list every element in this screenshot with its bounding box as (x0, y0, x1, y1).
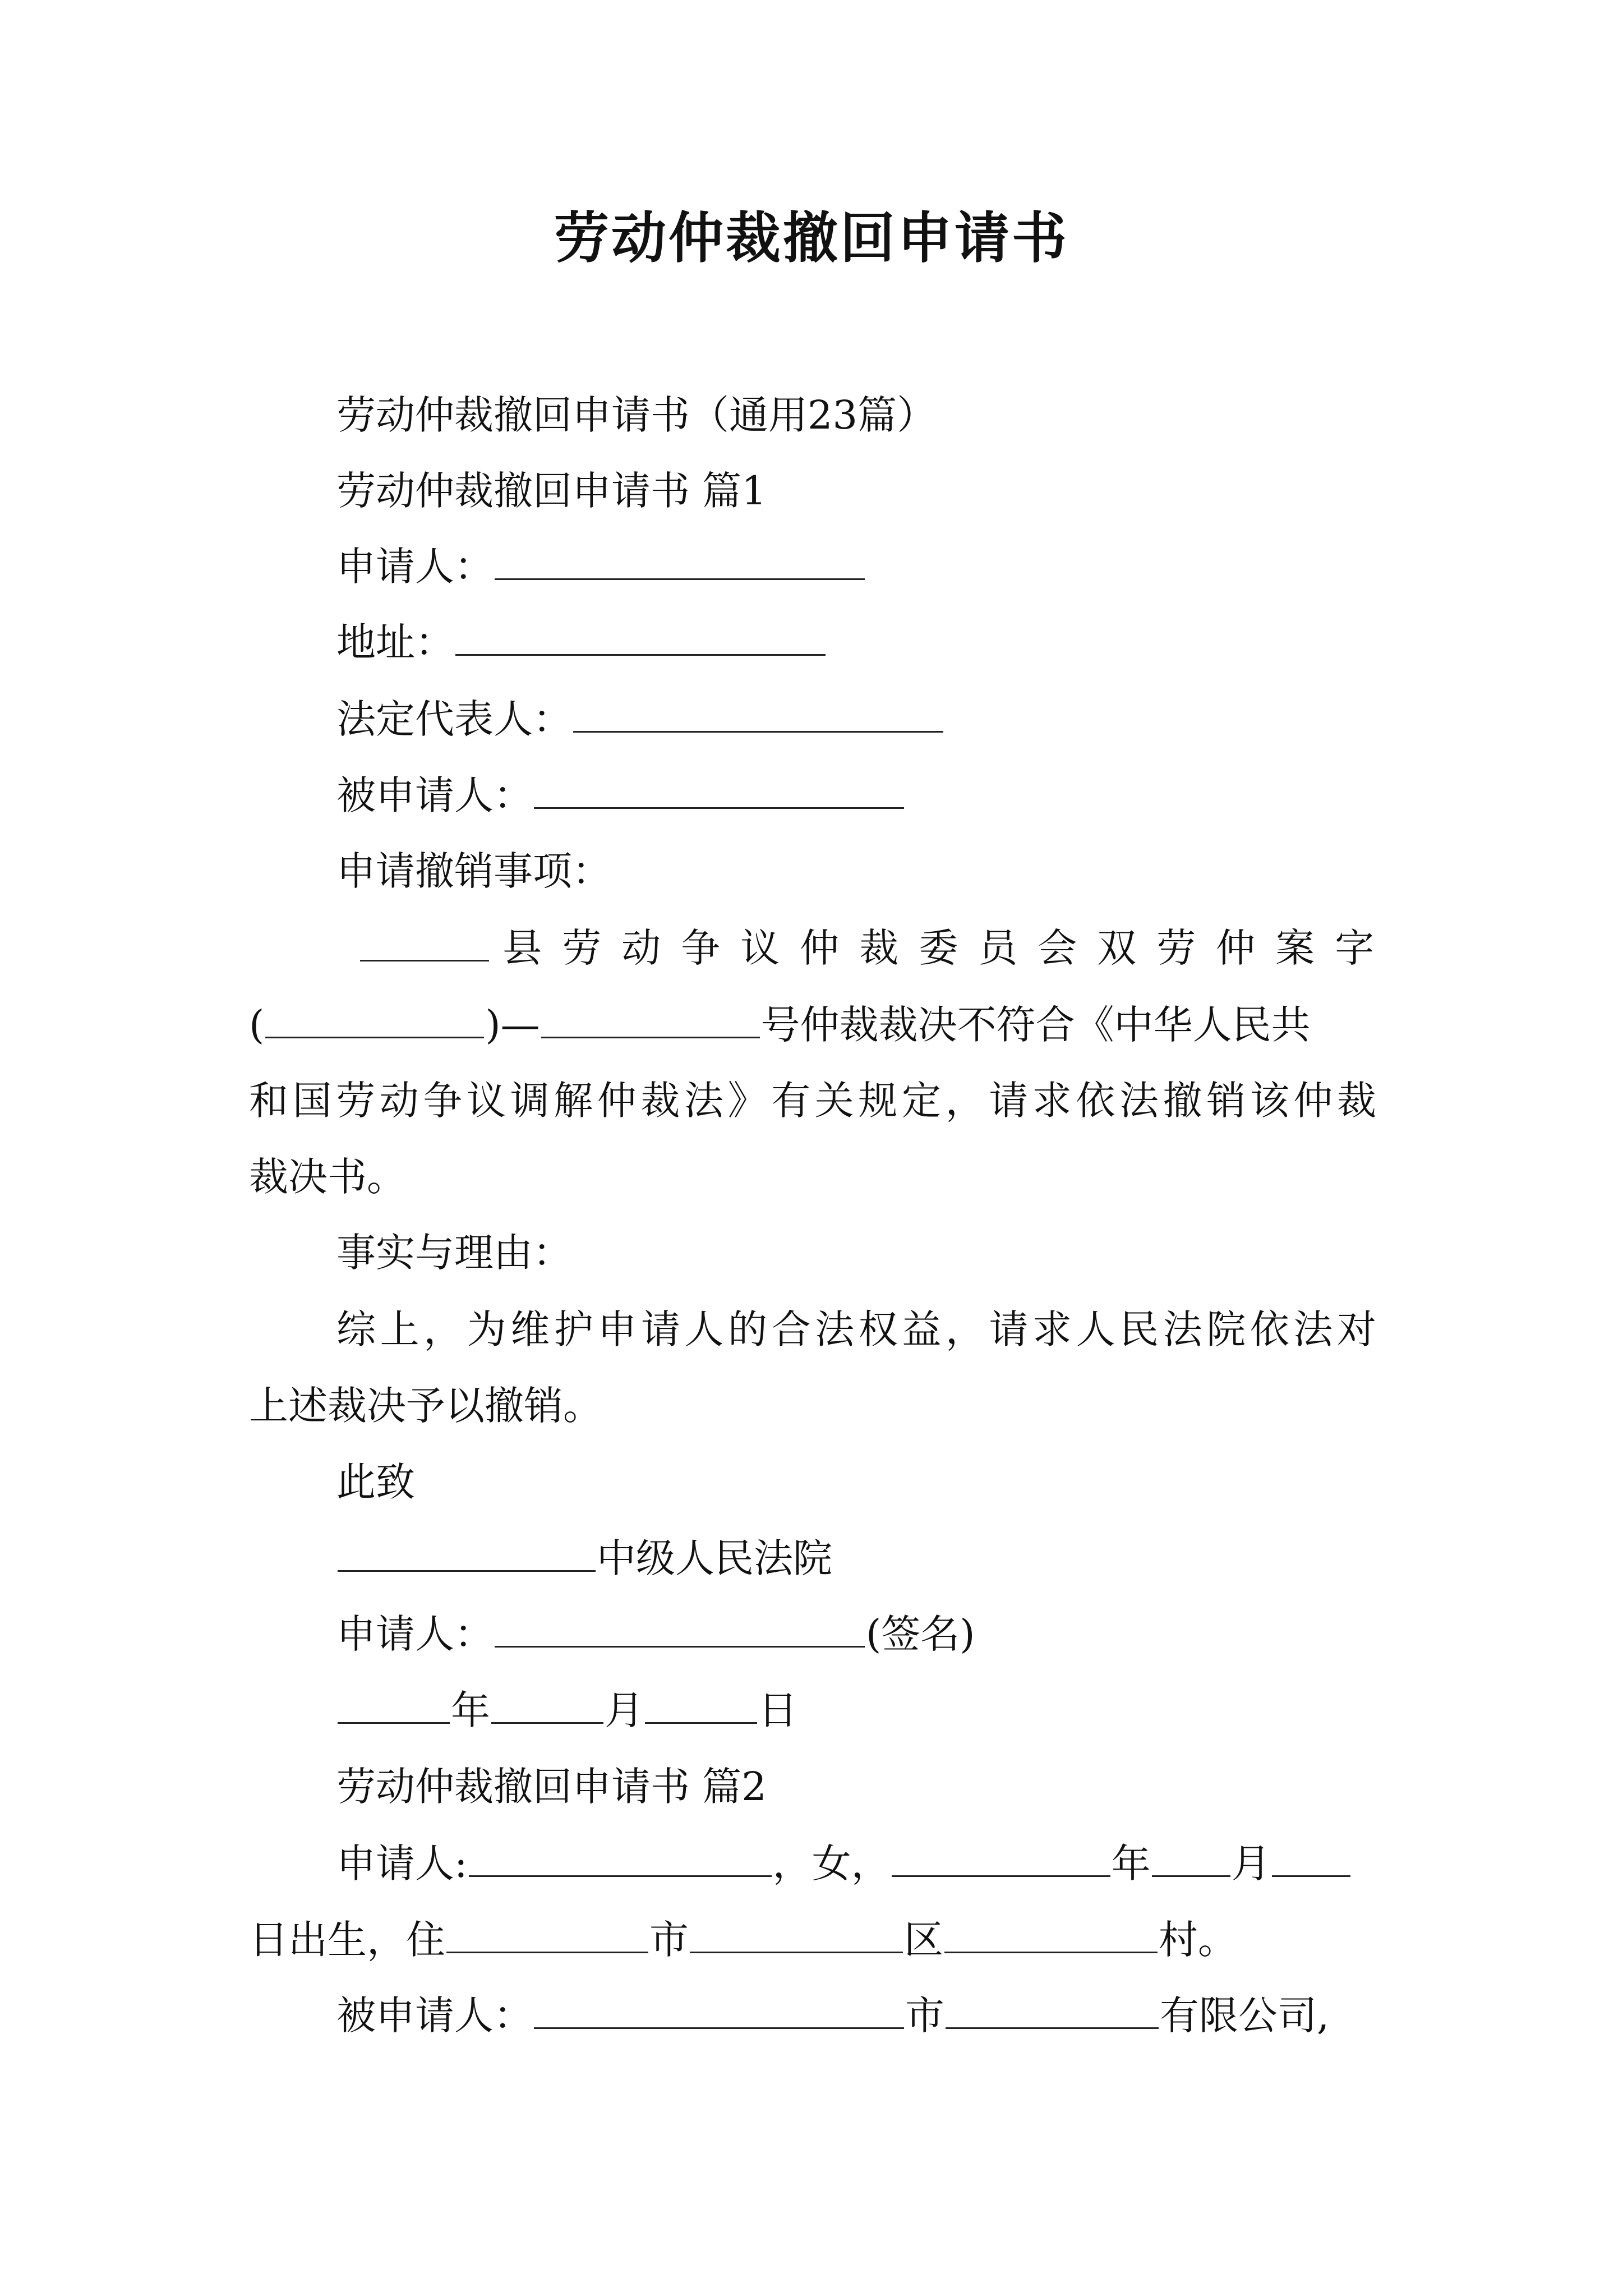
case-year-blank (265, 1000, 484, 1038)
county-blank (360, 923, 489, 961)
signature-line (336, 1606, 975, 1662)
summary-line-1: 综上，为维护申请人的合法权益，请求人民法院依法对 (336, 1306, 1376, 1352)
address-field (336, 614, 827, 670)
date-line (336, 1682, 797, 1738)
art2-company-label: 有限公司, (1160, 1993, 1330, 2039)
legal-rep-blank (573, 694, 943, 733)
day-blank (645, 1685, 757, 1724)
facts-label: 事实与理由： (336, 1230, 572, 1276)
month-blank (491, 1685, 603, 1724)
month-label: 月 (605, 1687, 644, 1733)
applicant-field (336, 539, 866, 595)
matters-label: 申请撤销事项： (336, 848, 611, 894)
applicant-label: 申请人： (336, 544, 494, 590)
court-suffix: 中级人民法院 (597, 1535, 832, 1581)
art2-birth-day-label: 日出生，住 (249, 1917, 445, 1963)
art2-applicant-line (336, 1835, 1352, 1892)
art2-company-blank (946, 1990, 1159, 2029)
applicant-blank (495, 541, 865, 580)
art2-birth-month-blank (1152, 1838, 1230, 1877)
document-title: 劳动仲裁撤回申请书 (554, 206, 1069, 270)
year-label: 年 (451, 1687, 490, 1733)
case-number-blank (541, 1000, 760, 1038)
address-blank (455, 617, 826, 656)
art2-year-label: 年 (1111, 1841, 1151, 1887)
legal-rep-label: 法定代表人： (336, 696, 572, 742)
art2-district-label: 区 (904, 1917, 943, 1963)
art2-gender: ，女， (772, 1841, 891, 1887)
year-blank (338, 1685, 450, 1724)
art2-village-blank (944, 1915, 1158, 1953)
address-label: 地址： (336, 619, 454, 665)
summary-line-2: 上述裁决予以撤销。 (249, 1383, 602, 1429)
matters-line-3: 和国劳动争议调解仲裁法》有关规定，请求依法撤销该仲裁 (249, 1078, 1376, 1124)
signature-label: 申请人： (336, 1611, 494, 1657)
paren-open: ( (249, 1002, 265, 1048)
art2-birth-day-blank (1272, 1838, 1350, 1877)
art2-village-label: 村。 (1159, 1917, 1237, 1963)
art2-city-label: 市 (649, 1917, 689, 1963)
article-1-heading: 劳动仲裁撤回申请书 篇1 (336, 468, 767, 514)
court-blank (338, 1533, 596, 1572)
art2-month-label: 月 (1231, 1841, 1271, 1887)
legal-rep-field (336, 691, 944, 747)
intro-line: 劳动仲裁撤回申请书（通用23篇） (336, 392, 937, 438)
signature-blank (495, 1609, 865, 1648)
art2-district-blank (690, 1915, 903, 1953)
matters-line-4: 裁决书。 (249, 1154, 406, 1200)
day-label: 日 (758, 1687, 797, 1733)
art2-birth-year-blank (892, 1838, 1110, 1877)
art2-respondent-blank (534, 1990, 904, 2029)
matters-line-1-text: 县劳动争议仲裁委员会双劳仲案字 (502, 925, 1395, 971)
salutation: 此致 (336, 1459, 415, 1505)
article-2-heading: 劳动仲裁撤回申请书 篇2 (336, 1764, 767, 1810)
art2-applicant-label: 申请人: (336, 1841, 468, 1887)
respondent-label: 被申请人： (336, 772, 533, 818)
art2-applicant-blank (469, 1838, 772, 1877)
matters-line-1 (359, 920, 1395, 976)
art2-city-blank (446, 1915, 648, 1953)
art2-respondent-line (336, 1987, 1329, 2044)
signature-suffix: (签名) (866, 1611, 975, 1657)
court-line (336, 1530, 832, 1586)
art2-respondent-label: 被申请人： (336, 1993, 533, 2039)
matters-line-2 (249, 997, 1311, 1053)
matters-line-2-tail: 号仲裁裁决不符合《中华人民共 (760, 1002, 1311, 1048)
art2-city2-label: 市 (905, 1993, 944, 2039)
respondent-blank (534, 770, 904, 809)
respondent-field (336, 767, 905, 823)
art2-address-line (249, 1912, 1237, 1968)
paren-close: )— (485, 1002, 540, 1048)
